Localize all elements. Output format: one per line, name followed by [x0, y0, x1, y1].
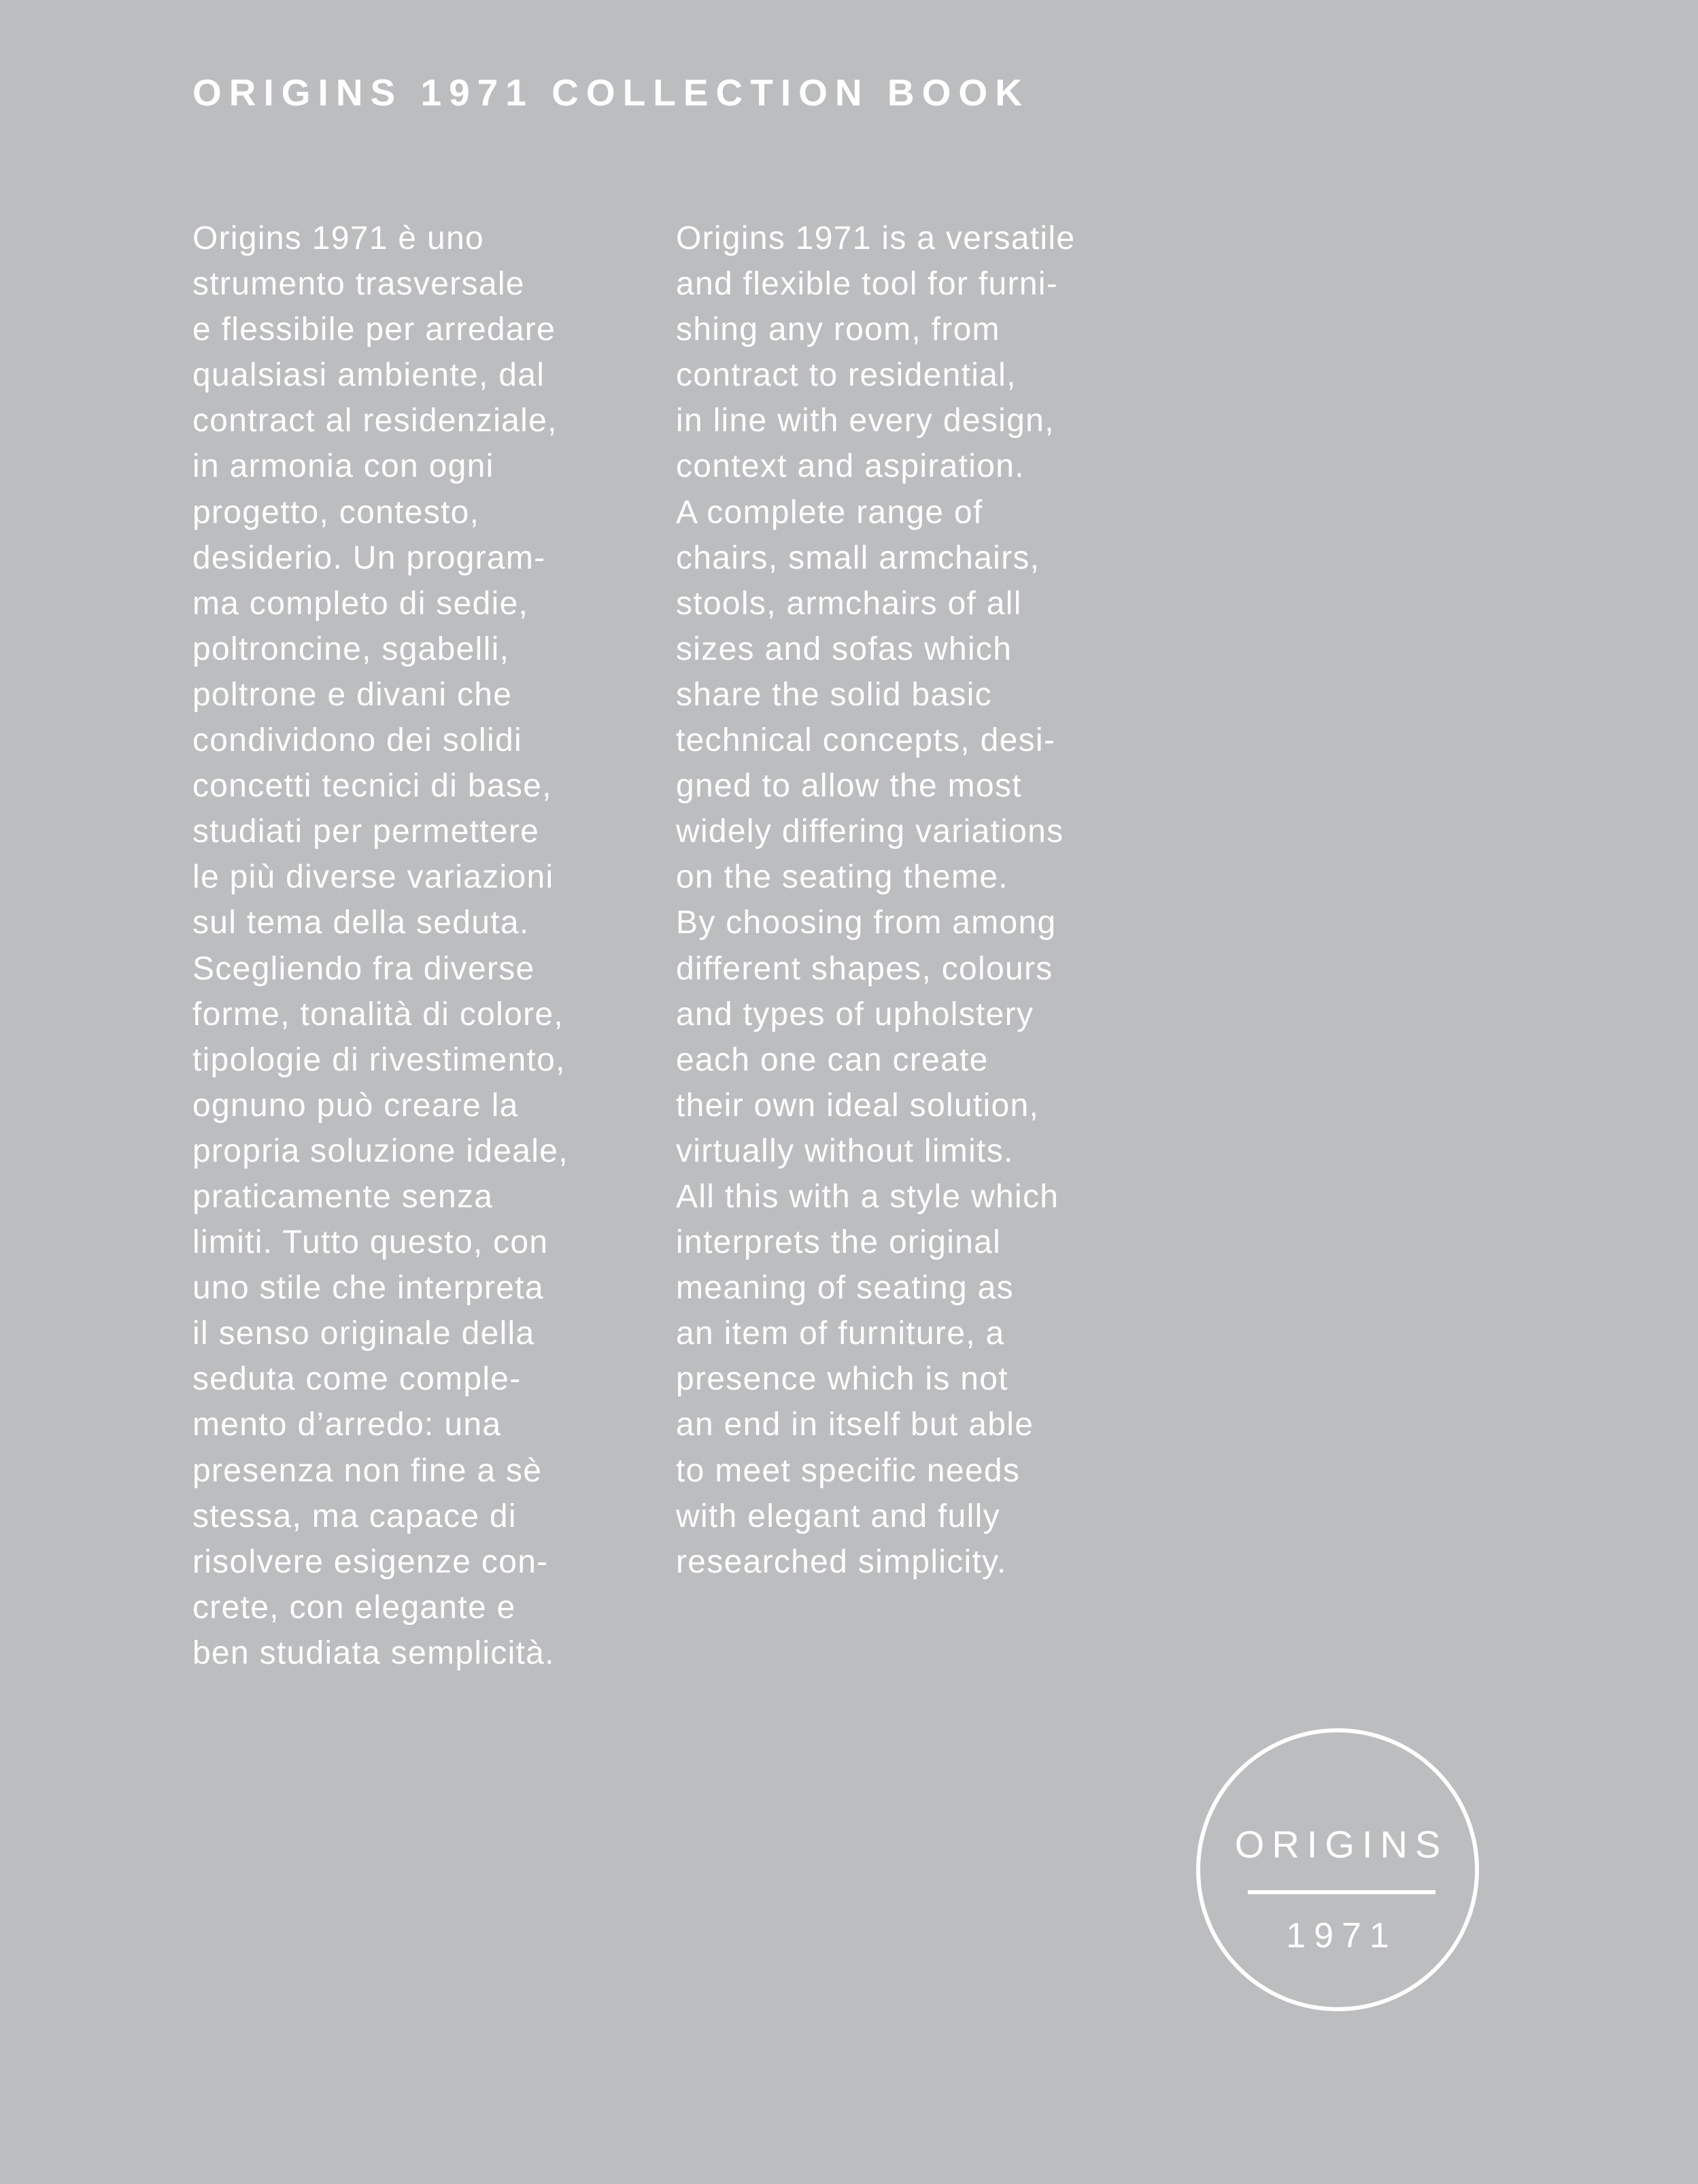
text-line: ben studiata semplicità. — [192, 1634, 555, 1671]
text-line: Origins 1971 è uno — [192, 220, 485, 256]
text-line: mento d’arredo: una — [192, 1407, 502, 1443]
text-line: gned to allow the most — [676, 768, 1022, 805]
text-line: share the solid basic — [676, 676, 992, 713]
text-line: Origins 1971 is a versatile — [676, 220, 1076, 256]
text-line: interprets the original — [676, 1224, 1002, 1261]
text-line: technical concepts, desi- — [676, 722, 1056, 759]
text-line: presenza non fine a sè — [192, 1452, 543, 1489]
text-line: contract to residential, — [676, 357, 1017, 394]
text-line: uno stile che interpreta — [192, 1270, 544, 1307]
text-line: e flessibile per arredare — [192, 312, 556, 348]
text-line: ma completo di sedie, — [192, 585, 529, 622]
text-line: researched simplicity. — [676, 1543, 1007, 1580]
text-line: an end in itself but able — [676, 1407, 1034, 1443]
text-line: sul tema della seduta. — [192, 905, 530, 941]
text-line: studiati per permettere — [192, 813, 540, 850]
text-line: ognuno può creare la — [192, 1087, 519, 1124]
english-text-column — [676, 216, 1152, 1585]
text-line: virtually without limits. — [676, 1132, 1014, 1169]
text-line: different shapes, colours — [676, 950, 1053, 987]
text-line: contract al residenziale, — [192, 403, 558, 439]
logo-divider — [1248, 1890, 1436, 1894]
logo-wordmark: ORIGINS — [1234, 1823, 1448, 1866]
text-line: tipologie di rivestimento, — [192, 1041, 566, 1078]
text-line: on the seating theme. — [676, 859, 1008, 896]
text-line: sizes and sofas which — [676, 631, 1013, 667]
page-title: ORIGINS 1971 COLLECTION BOOK — [192, 71, 1030, 114]
text-line: seduta come comple- — [192, 1361, 522, 1398]
text-line: and flexible tool for furni- — [676, 266, 1059, 303]
text-line: desiderio. Un program- — [192, 539, 546, 576]
text-line: concetti tecnici di base, — [192, 768, 552, 805]
text-line: condividono dei solidi — [192, 722, 522, 759]
text-line: risolvere esigenze con- — [192, 1543, 549, 1580]
text-line: Scegliendo fra diverse — [192, 950, 535, 987]
text-line: strumento trasversale — [192, 266, 525, 303]
text-line: with elegant and fully — [676, 1498, 1000, 1534]
text-line: chairs, small armchairs, — [676, 539, 1040, 576]
text-line: le più diverse variazioni — [192, 859, 554, 896]
text-line: an item of furniture, a — [676, 1315, 1005, 1352]
text-line: limiti. Tutto questo, con — [192, 1224, 549, 1261]
text-line: context and aspiration. — [676, 448, 1025, 485]
text-line: meaning of seating as — [676, 1270, 1014, 1307]
text-line: shing any room, from — [676, 312, 1000, 348]
text-line: presence which is not — [676, 1361, 1008, 1398]
text-line: progetto, contesto, — [192, 494, 480, 531]
text-line: propria soluzione ideale, — [192, 1132, 568, 1169]
text-line: praticamente senza — [192, 1178, 494, 1215]
text-line: crete, con elegante e — [192, 1589, 516, 1626]
text-line: il senso originale della — [192, 1315, 535, 1352]
text-line: widely differing variations — [676, 813, 1064, 850]
text-line: stessa, ma capace di — [192, 1498, 517, 1534]
text-line: in line with every design, — [676, 403, 1055, 439]
text-line: poltroncine, sgabelli, — [192, 631, 510, 667]
text-line: stools, armchairs of all — [676, 585, 1022, 622]
text-line: poltrone e divani che — [192, 676, 513, 713]
italian-text-column — [192, 216, 641, 1676]
text-line: qualsiasi ambiente, dal — [192, 357, 545, 394]
text-line: All this with a style which — [676, 1178, 1059, 1215]
text-line: and types of upholstery — [676, 996, 1034, 1032]
text-line: their own ideal solution, — [676, 1087, 1040, 1124]
text-line: forme, tonalità di colore, — [192, 996, 564, 1032]
logo-year: 1971 — [1286, 1916, 1397, 1955]
text-line: to meet specific needs — [676, 1452, 1021, 1489]
text-line: in armonia con ogni — [192, 448, 494, 485]
text-line: each one can create — [676, 1041, 989, 1078]
text-line: By choosing from among — [676, 905, 1057, 941]
origins-1971-logo-badge — [1196, 1728, 1479, 2011]
text-line: A complete range of — [676, 494, 983, 531]
